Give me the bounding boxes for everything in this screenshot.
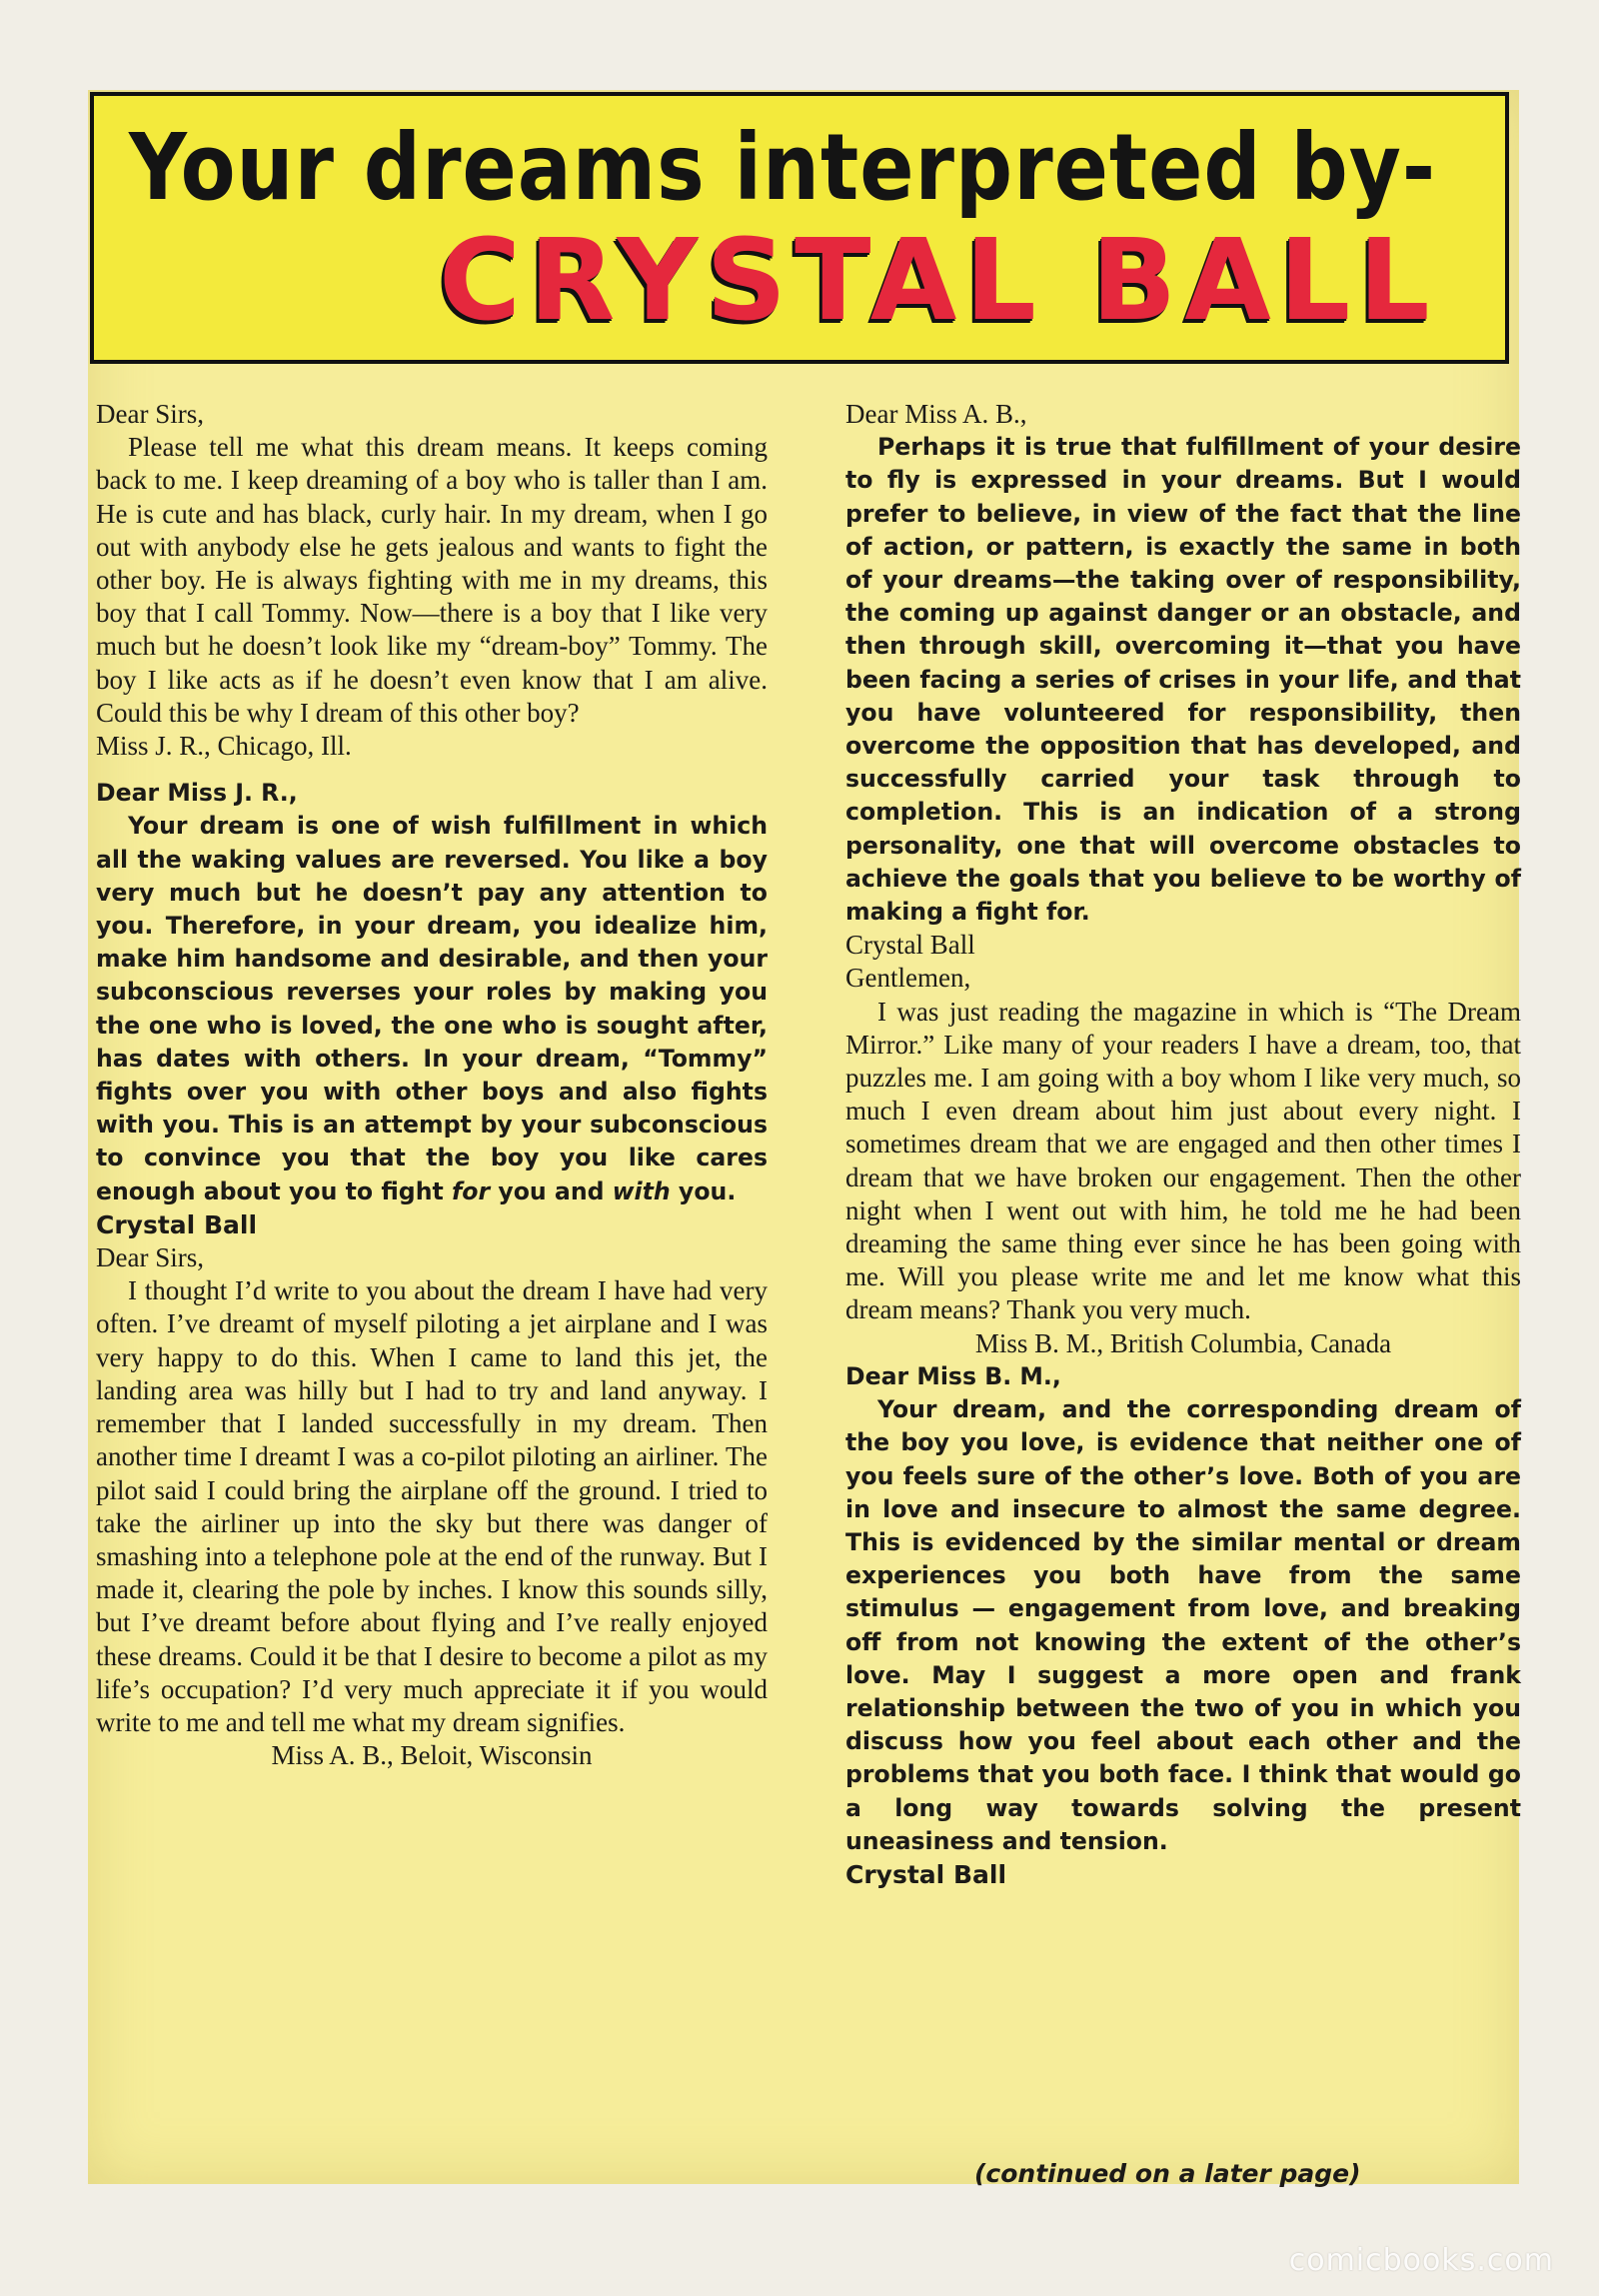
letter-bm — [845, 962, 1521, 1359]
salutation: Gentlemen, — [845, 963, 971, 994]
crystal-ball-logo: CRYSTAL BALL — [439, 216, 1438, 346]
letter-body: I thought I’d write to you about the dream I have had very often. I’ve dreamt of myself piloting a jet airplane and I was very happy to do this. When I came to land this jet, the landing area was hilly but I had to try and land anyway. I remember that I landed successfully in my dream. Then another time I dreamt I was a co-pilot piloting an airliner. The pilot said I could bring the airplane off the ground. I tried to take the airliner up into the sky but there was danger of smashing into a telephone pole at the end of the runway. But I made it, clearing the pole by inches. I know this sounds silly, but I’ve dreamt before about flying and I’ve really enjoyed these dreams. Could it be that I desire to become a pilot as my life’s occupation? I’d very much appreciate it if you would write to me and tell me what my dream signifies. — [96, 1275, 768, 1737]
salutation: Dear Miss J. R., — [96, 779, 298, 808]
left-column — [96, 398, 768, 1772]
reply-body: Your dream, and the corresponding dream of the boy you love, is evidence that neither one of you feels sure of the other’s love. Both of you are in love and insecure to almost the same degree. This is evidenced by the similar mental or dream experiences you both have from the same stimulus — engagement from love, and breaking off from not knowing the extent of the other’s love. May I suggest a more open and frank relationship between the two of you in which you discuss how you feel about each other and the problems that you both face. I think that would go a long way towards solving the present uneasiness and tension. — [845, 1395, 1521, 1855]
title-banner — [90, 92, 1509, 364]
reply-bm — [845, 1360, 1521, 1891]
right-column — [845, 398, 1521, 1891]
title-line: Your dreams interpreted by- — [129, 114, 1437, 221]
letter-signoff: Miss J. R., Chicago, Ill. — [96, 731, 352, 762]
reply-signoff: Crystal Ball — [845, 930, 975, 961]
reply-body: Perhaps it is true that fulfillment of your desire to fly is expressed in your dreams. But I would prefer to believe, in view of the fact that the line of action, or pattern, is exactly the same in both of your dreams—the taking over of responsibility, the coming up against danger or an obstacle, and then through skill, overcoming it—that you have been facing a series of crises in your life, and that you have volunteered for responsibility, then overcome the opposition that has developed, and successfully carried your task through to completion. This is an indication of a strong personality, one that will overcome obstacles to achieve the goals that you believe to be worthy of making a fight for. — [845, 433, 1521, 927]
letter-ab — [96, 1241, 768, 1772]
watermark: comicbooks.com — [1288, 2243, 1554, 2278]
letter-body: I was just reading the magazine in which is “The Dream Mirror.” Like many of your readers I have a dream, too, that puzzles me. I am going with a boy whom I like very much, so much I even dream about him just about every night. I sometimes dream that we are engaged and then other times I dream that we have broken our engagement. Then the other night when I went out with him, he told me he had been dreaming the same thing ever since he has been going with me. Will you please write me and let me know what this dream means? Thank you very much. — [845, 996, 1521, 1325]
reply-body: Your dream is one of wish fulfillment in which all the waking values are reversed. You like a boy very much but he doesn’t pay any attention to you. Therefore, in your dream, you idealize him, make him handsome and desirable, and then your subconscious reverses your roles by making you the one who is loved, the one who is sought after, has dates with others. In your dream, “Tommy” fights over you with other boys and also fights with you. This is an attempt by your subconscious to convince you that the boy you like cares enough about you to fight for you and with you. — [96, 812, 768, 1205]
salutation: Dear Sirs, — [96, 1242, 204, 1273]
reply-signoff: Crystal Ball — [845, 1859, 1007, 1889]
salutation: Dear Miss A. B., — [845, 399, 1027, 429]
reply-ab — [845, 398, 1521, 962]
letter-signoff: Miss B. M., British Columbia, Canada — [974, 1327, 1392, 1358]
salutation: Dear Sirs, — [96, 399, 204, 429]
letter-signoff: Miss A. B., Beloit, Wisconsin — [271, 1740, 593, 1771]
letter-body: Please tell me what this dream means. It keeps coming back to me. I keep dreaming of a boy who is taller than I am. He is cute and has black, curly hair. In my dream, when I go out with anybody else he gets jealous and wants to fight the other boy. He is always fighting with me in my dreams, this boy that I call Tommy. Now—there is a boy that I like very much but he doesn’t look like my “dream-boy” Tommy. The boy I like acts as if he doesn’t even know that I am alive. Could this be why I dream of this other boy? — [96, 432, 768, 728]
reply-signoff: Crystal Ball — [96, 1209, 258, 1239]
reply-jr — [96, 777, 768, 1241]
letter-jr — [96, 398, 768, 763]
continued-note: (continued on a later page) — [974, 2159, 1361, 2188]
salutation: Dear Miss B. M., — [845, 1361, 1061, 1390]
